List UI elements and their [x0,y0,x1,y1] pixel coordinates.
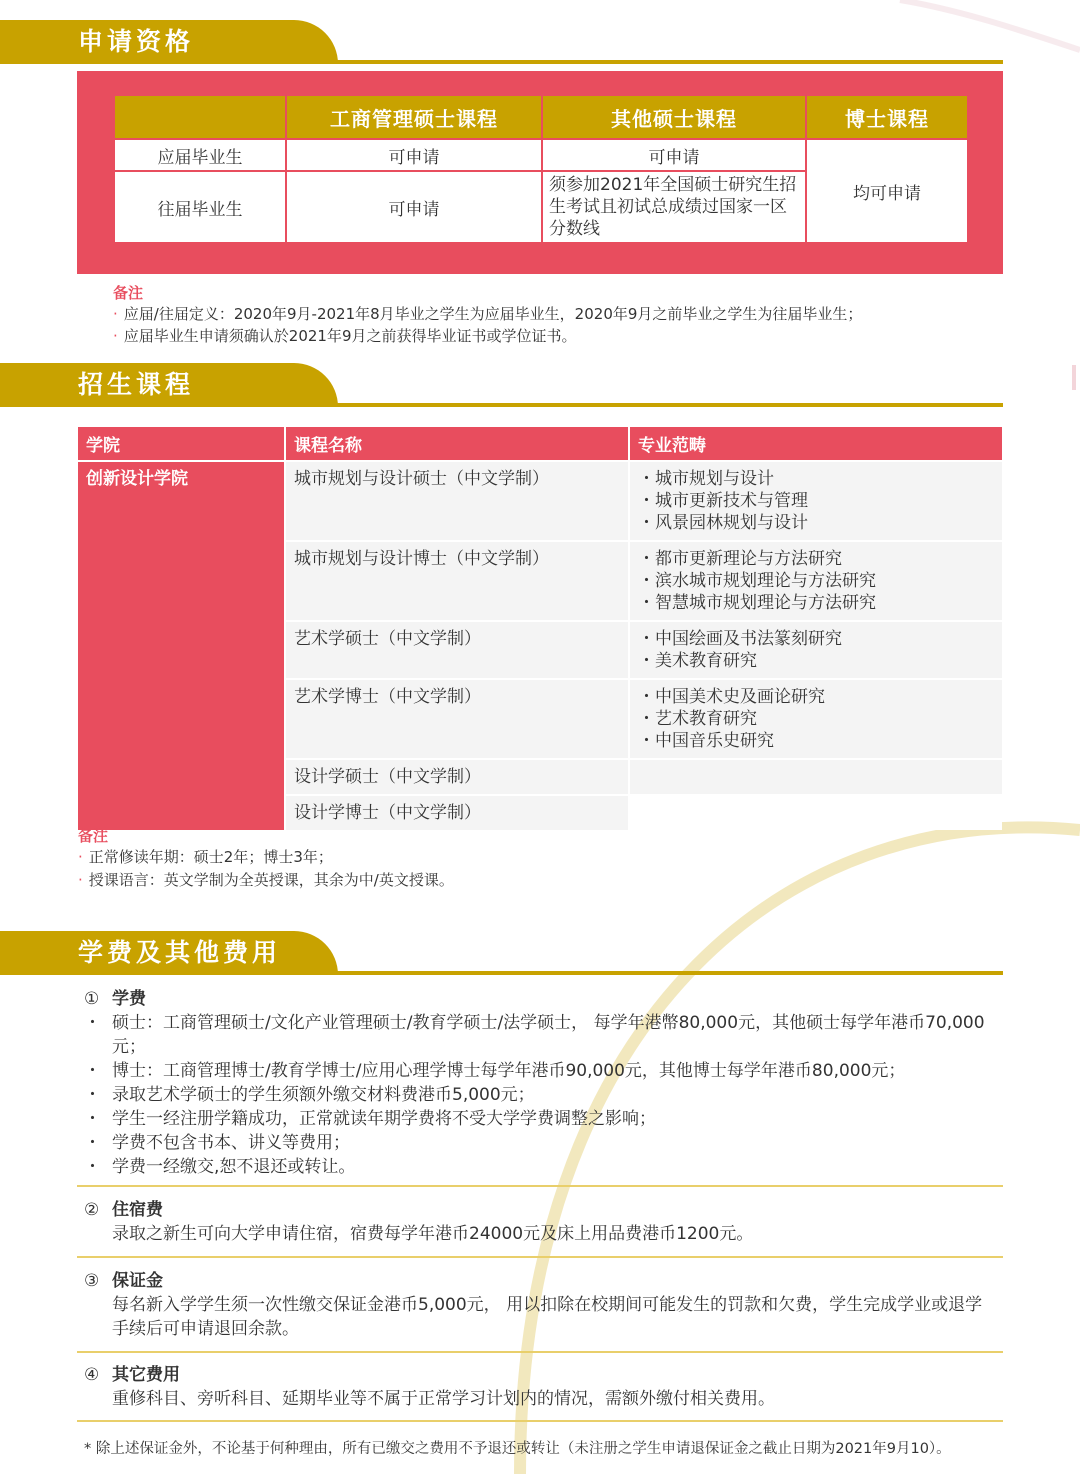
specialty-item: ・ 中国音乐史研究 [638,730,994,752]
specialty-list [629,621,1002,679]
section-divider [0,971,1003,975]
cell-value: 可申请 [287,140,541,170]
section-title-eligibility: 申请资格 [0,20,338,64]
note-item: · 正常修读年期：硕士2年；博士3年； [78,848,333,866]
programs-table [78,427,1002,830]
fee-bullet: ・ 录取艺术学硕士的学生须额外缴交材料费港币5,000元； [84,1083,994,1107]
course-name: 城市规划与设计博士（中文学制） [285,541,629,621]
course-name: 艺术学硕士（中文学制） [285,621,629,679]
row-label-past-grad: 往届毕业生 [115,172,285,242]
table-header-mba: 工商管理硕士课程 [287,96,541,138]
fee-heading: ③ 保证金 [84,1271,163,1291]
fee-description: 录取之新生可向大学申请住宿，宿费每学年港币24000元及床上用品费港币1200元。 [112,1224,754,1244]
table-header-phd: 博士课程 [807,96,967,138]
notes-title: 备注 [113,284,144,302]
fee-item-tuition [84,987,994,1179]
fee-divider [77,1420,1003,1422]
table-header-empty [115,96,285,138]
note-item: · 应届毕业生申请须确认於2021年9月之前获得毕业证书或学位证书。 [113,327,577,345]
specialty-list-empty [629,759,1002,795]
course-name: 设计学博士（中文学制） [285,795,629,830]
fee-item-accommodation [84,1198,994,1246]
course-name: 设计学硕士（中文学制） [285,759,629,795]
fee-divider [77,1185,1003,1187]
specialty-item: ・ 都市更新理论与方法研究 [638,548,994,570]
section-divider [0,403,1003,407]
table-header-course: 课程名称 [285,427,629,461]
fee-description: 每名新入学学生须一次性缴交保证金港币5,000元， 用以扣除在校期间可能发生的罚款和欠费，学生完成学业或退学手续后可申请退回余款。 [112,1295,983,1339]
notes-title: 备注 [78,827,109,845]
table-header-specialty: 专业范畴 [629,427,1002,461]
school-name: 创新设计学院 [78,461,285,830]
fee-bullet: ・ 硕士：工商管理硕士/文化产业管理硕士/教育学硕士/法学硕士， 每学年港幣80,000元，其他硕士每学年港币70,000元； [84,1011,994,1059]
table-header-other-master: 其他硕士课程 [543,96,805,138]
fee-divider [77,1256,1003,1258]
specialty-item: ・ 中国绘画及书法篆刻研究 [638,628,994,650]
specialty-list [629,541,1002,621]
fee-description: 重修科目、旁听科目、延期毕业等不属于正常学习计划内的情况，需额外缴付相关费用。 [112,1389,775,1409]
fee-heading: ① 学费 [84,989,146,1009]
specialty-item: ・ 城市规划与设计 [638,468,994,490]
cell-value: 须参加2021年全国硕士研究生招生考试且初试总成绩过国家一区分数线 [543,172,805,242]
fee-item-other [84,1363,994,1411]
section-title-programs: 招生课程 [0,363,338,407]
cell-phd-value: 均可申请 [807,140,967,242]
specialty-item: ・ 美术教育研究 [638,650,994,672]
eligibility-table [113,94,969,244]
row-label-fresh-grad: 应届毕业生 [115,140,285,170]
cell-value: 可申请 [287,172,541,242]
specialty-item: ・ 智慧城市规划理论与方法研究 [638,592,994,614]
cell-value: 可申请 [543,140,805,170]
note-item: · 应届/往届定义：2020年9月-2021年8月毕业之学生为应届毕业生，2020年9月之前毕业之学生为往届毕业生； [113,305,863,323]
fee-heading: ② 住宿费 [84,1200,163,1220]
fee-bullet: ・ 学费不包含书本、讲义等费用； [84,1131,994,1155]
specialty-list [629,679,1002,759]
table-header-school: 学院 [78,427,285,461]
specialty-list [629,461,1002,541]
fee-bullet: ・ 学生一经注册学籍成功，正常就读年期学费将不受大学学费调整之影响； [84,1107,994,1131]
footnote: * 除上述保证金外，不论基于何种理由，所有已缴交之费用不予退还或转让（未注册之学生申请退保证金之截止日期为2021年9月10）。 [84,1441,951,1457]
fee-heading: ④ 其它费用 [84,1365,180,1385]
specialty-item: ・ 风景园林规划与设计 [638,512,994,534]
specialty-list-empty [629,795,1002,830]
section-divider [0,60,1003,64]
course-name: 艺术学博士（中文学制） [285,679,629,759]
specialty-item: ・ 滨水城市规划理论与方法研究 [638,570,994,592]
fee-item-deposit [84,1269,994,1341]
fee-bullet: ・ 博士：工商管理博士/教育学博士/应用心理学博士每学年港币90,000元，其他博士每学年港币80,000元； [84,1059,994,1083]
specialty-item: ・ 城市更新技术与管理 [638,490,994,512]
specialty-item: ・ 艺术教育研究 [638,708,994,730]
note-item: · 授课语言：英文学制为全英授课，其余为中/英文授课。 [78,871,454,889]
fee-bullet: ・ 学费一经缴交,恕不退还或转让。 [84,1155,994,1179]
specialty-item: ・ 中国美术史及画论研究 [638,686,994,708]
fee-divider [77,1351,1003,1353]
course-name: 城市规划与设计硕士（中文学制） [285,461,629,541]
section-title-fees: 学费及其他费用 [0,931,338,975]
